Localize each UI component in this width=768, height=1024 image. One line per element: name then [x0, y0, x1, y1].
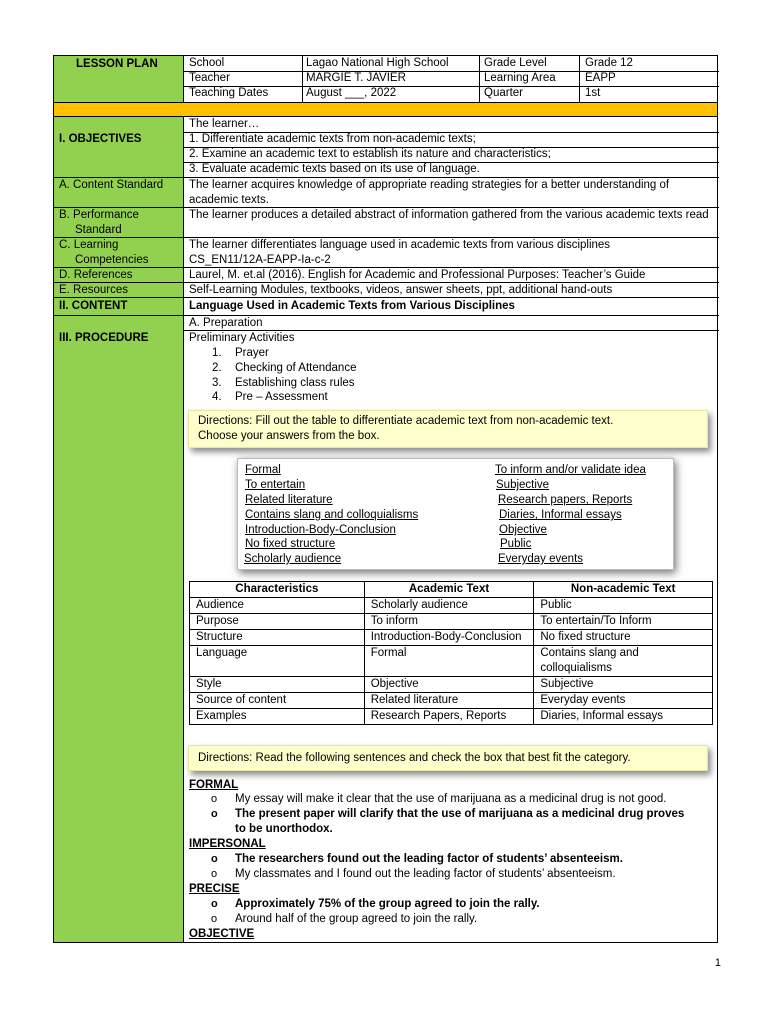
objective-item: 2. Examine an academic text to establish its nature and characteristics; [189, 148, 551, 160]
table-row [190, 677, 713, 693]
table-cell: Scholarly audience [364, 598, 534, 614]
preparation-label: A. Preparation [189, 317, 263, 329]
directions-box [188, 410, 708, 448]
performance-text: The learner produces a detailed abstract of information gathered from the various academic texts read [189, 209, 709, 221]
activity-item: Checking of Attendance [235, 362, 357, 374]
grade-label: Grade Level [484, 57, 547, 69]
table-cell: To entertain/To Inform [534, 614, 713, 630]
activity-number: 3. [212, 377, 222, 389]
content-text: Language Used in Academic Texts from Various Disciplines [189, 300, 515, 312]
objective-item: 1. Differentiate academic texts from non-academic texts; [189, 133, 476, 145]
table-row [190, 614, 713, 630]
activity-number: 4. [212, 391, 222, 403]
procedure-heading: III. PROCEDURE [59, 332, 149, 344]
option-item: Scholarly audience [244, 553, 342, 565]
option-item: Related literature [245, 494, 333, 506]
bullet-bold: o [211, 853, 218, 865]
bullet-bold: o [211, 898, 218, 910]
sentence-item: My classmates and I found out the leading factor of students’ absenteeism. [235, 868, 616, 880]
table-row [190, 646, 713, 677]
competencies-label-2: Competencies [75, 254, 149, 266]
table-row [190, 709, 713, 725]
content-standard-label: A. Content Standard [59, 179, 164, 191]
option-item: Research papers, Reports [498, 494, 633, 506]
table-cell: Introduction-Body-Conclusion [364, 630, 534, 646]
formal-heading: FORMAL [189, 779, 239, 791]
bullet-bold: o [211, 808, 218, 820]
table-cell: Examples [190, 709, 365, 725]
precise-heading: PRECISE [189, 883, 240, 895]
objective-heading: OBJECTIVE [189, 928, 255, 940]
table-cell: Structure [190, 630, 365, 646]
dates-label: Teaching Dates [189, 87, 269, 99]
column-header: Academic Text [364, 582, 534, 598]
option-item: Diaries, Informal essays [499, 509, 622, 521]
objectives-heading: I. OBJECTIVES [59, 133, 142, 145]
table-cell: Style [190, 677, 365, 693]
school-label: School [189, 57, 225, 69]
table-row [190, 693, 713, 709]
page-number: 1 [714, 957, 721, 969]
preliminary-label: Preliminary Activities [189, 332, 295, 344]
table-cell: Public [534, 598, 713, 614]
option-item: Contains slang and colloquialisms [245, 509, 419, 521]
competencies-label: C. Learning [59, 239, 119, 251]
grade-value: Grade 12 [585, 57, 633, 69]
resources-text: Self-Learning Modules, textbooks, videos, answer sheets, ppt, additional hand-outs [189, 284, 613, 296]
teacher-label: Teacher [189, 72, 230, 84]
activity-number: 1. [212, 347, 222, 359]
lesson-plan-page [53, 55, 718, 943]
sentence-item: Approximately 75% of the group agreed to join the rally. [235, 898, 540, 910]
activity-item: Establishing class rules [235, 377, 355, 389]
column-header: Characteristics [190, 582, 365, 598]
table-cell: Research Papers, Reports [364, 709, 534, 725]
objectives-intro: The learner… [189, 118, 260, 130]
answer-options-box [237, 458, 674, 570]
comparison-table [189, 581, 713, 725]
option-item: Everyday events [498, 553, 584, 565]
resources-label: E. Resources [59, 284, 129, 296]
table-header-row [190, 582, 713, 598]
table-cell: To inform [364, 614, 534, 630]
table-row [190, 630, 713, 646]
directions-text: Directions: Read the following sentences and check the box that best fit the category. [198, 752, 631, 764]
table-cell: No fixed structure [534, 630, 713, 646]
sentence-item: The present paper will clarify that the use of marijuana as a medicinal drug proves [235, 808, 685, 820]
table-cell: Diaries, Informal essays [534, 709, 713, 725]
table-cell: Audience [190, 598, 365, 614]
table-cell: Related literature [364, 693, 534, 709]
table-row [190, 598, 713, 614]
table-cell: Objective [364, 677, 534, 693]
bullet-open: o [211, 913, 218, 925]
teacher-value: MARGIE T. JAVIER [306, 72, 406, 84]
lesson-plan-title: LESSON PLAN [76, 58, 158, 70]
quarter-value: 1st [585, 87, 601, 99]
activity-number: 2. [212, 362, 222, 374]
content-heading: II. CONTENT [59, 300, 128, 312]
directions-text-2: Choose your answers from the box. [198, 430, 380, 442]
option-item: No fixed structure [245, 538, 336, 550]
objective-item: 3. Evaluate academic texts based on its use of language. [189, 163, 480, 175]
orange-divider-band [54, 102, 717, 117]
dates-value: August ___, 2022 [306, 87, 397, 99]
performance-label: B. Performance [59, 209, 139, 221]
option-item: Introduction-Body-Conclusion [245, 524, 396, 536]
activity-item: Prayer [235, 347, 269, 359]
column-header: Non-academic Text [534, 582, 713, 598]
option-item: Subjective [496, 479, 550, 491]
table-cell: Language [190, 646, 365, 677]
option-item: To entertain [245, 479, 306, 491]
option-item: To inform and/or validate idea [495, 464, 646, 476]
table-cell: Contains slang and colloquialisms [534, 646, 713, 677]
references-text: Laurel, M. et.al (2016). English for Academic and Professional Purposes: Teacher’s Guide [189, 269, 646, 281]
school-value: Lagao National High School [306, 57, 449, 69]
area-value: EAPP [585, 72, 616, 84]
references-label: D. References [59, 269, 133, 281]
sentence-item: Around half of the group agreed to join the rally. [235, 913, 478, 925]
directions-text: Directions: Fill out the table to differentiate academic text from non-academic text. [198, 415, 614, 427]
table-cell: Subjective [534, 677, 713, 693]
directions-box-2 [188, 745, 708, 771]
option-item: Formal [245, 464, 281, 476]
table-cell: Everyday events [534, 693, 713, 709]
area-label: Learning Area [484, 72, 556, 84]
option-item: Public [500, 538, 532, 550]
quarter-label: Quarter [484, 87, 523, 99]
competencies-code: CS_EN11/12A-EAPP-Ia-c-2 [189, 254, 331, 266]
bullet-open: o [211, 793, 218, 805]
table-cell: Source of content [190, 693, 365, 709]
activity-item: Pre – Assessment [235, 391, 328, 403]
bullet-open: o [211, 868, 218, 880]
competencies-text: The learner differentiates language used in academic texts from various disciplines [189, 239, 611, 251]
table-cell: Purpose [190, 614, 365, 630]
performance-label-2: Standard [75, 224, 122, 236]
sentence-item: The researchers found out the leading factor of students’ absenteeism. [235, 853, 623, 865]
table-cell: Formal [364, 646, 534, 677]
option-item: Objective [499, 524, 547, 536]
content-standard-text: The learner acquires knowledge of appropriate reading strategies for a better understanding of academic texts. [189, 179, 670, 206]
impersonal-heading: IMPERSONAL [189, 838, 266, 850]
sentence-item-cont: to be unorthodox. [235, 823, 333, 835]
sentence-item: My essay will make it clear that the use of marijuana as a medicinal drug is not good. [235, 793, 667, 805]
